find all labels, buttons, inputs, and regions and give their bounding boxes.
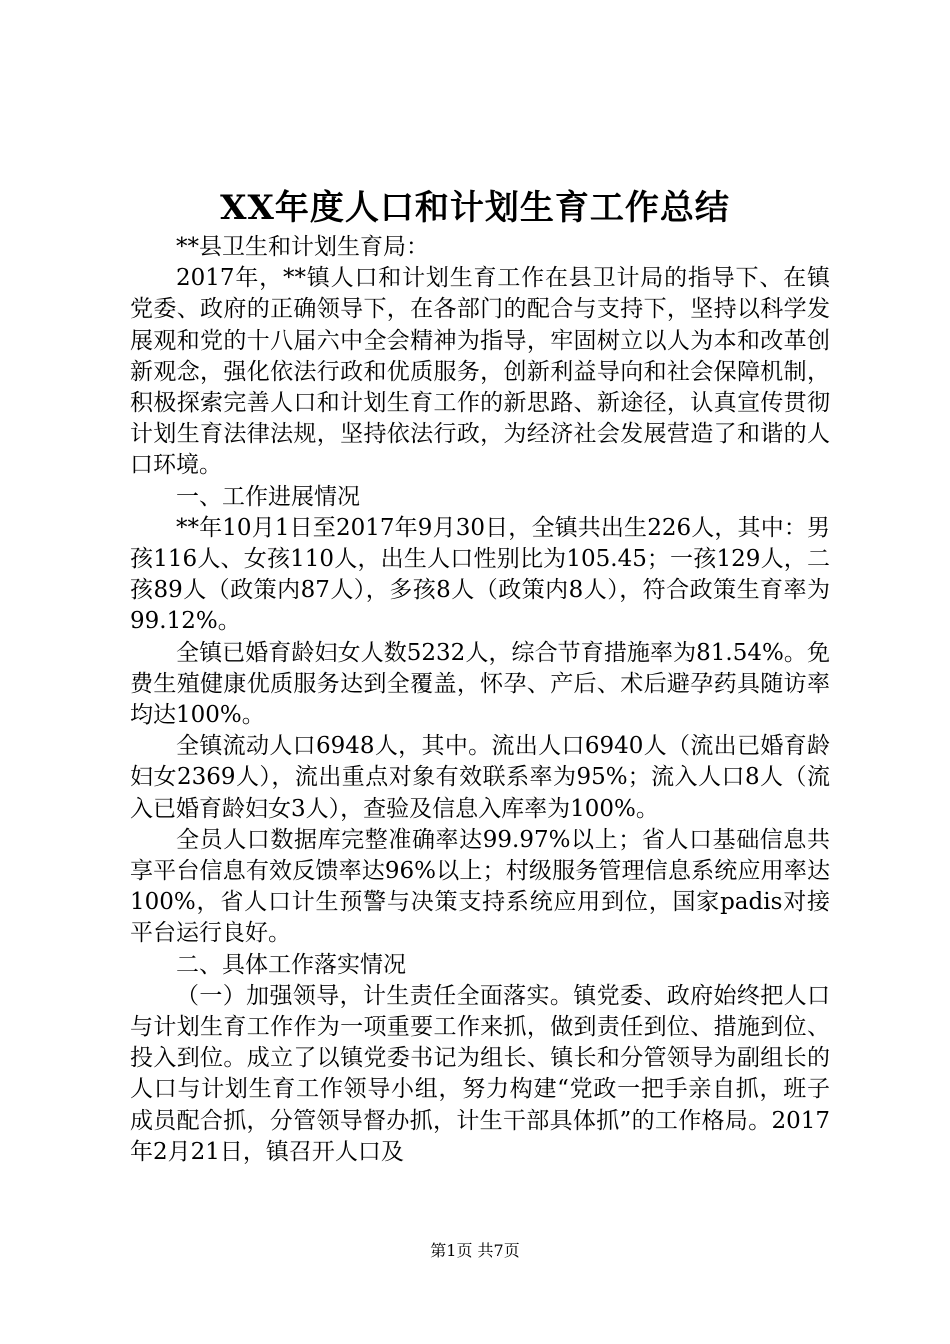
database-paragraph: 全员人口数据库完整准确率达99.97%以上；省人口基础信息共享平台信息有效反馈率达96%以上；村级服务管理信息系统应用率达100%，省人口计生预警与决策支持系统应用到位，国家padis对接平台运行良好。 (130, 826, 830, 947)
document-body (130, 232, 830, 1168)
section-heading-progress: 一、工作进展情况 (176, 483, 360, 510)
intro-paragraph: 2017年，**镇人口和计划生育工作在县卫计局的指导下、在镇党委、政府的正确领导下，在各部门的配合与支持下，坚持以科学发展观和党的十八届六中全会精神为指导，牢固树立以人为本和改革创新观念，强化依法行政和优质服务，创新利益导向和社会保障机制，积极探索完善人口和计划生育工作的新思路、新途径，认真宣传贯彻计划生育法律法规，坚持依法行政，为经济社会发展营造了和谐的人口环境。 (130, 265, 830, 479)
document-title: XX年度人口和计划生育工作总结 (220, 188, 730, 228)
floating-population-paragraph: 全镇流动人口6948人，其中。流出人口6940人（流出已婚育龄妇女2369人），流出重点对象有效联系率为95%；流入人口8人（流入已婚育龄妇女3人），查验及信息入库率为100%。 (130, 733, 830, 822)
page-footer: 第1页 共7页 (430, 1241, 520, 1260)
births-paragraph: **年10月1日至2017年9月30日，全镇共出生226人，其中：男孩116人、女孩110人，出生人口性别比为105.45；一孩129人，二孩89人（政策内87人），多孩8人（政策内8人），符合政策生育率为99.12%。 (130, 514, 830, 635)
women-paragraph: 全镇已婚育龄妇女人数5232人，综合节育措施率为81.54%。免费生殖健康优质服务达到全覆盖，怀孕、产后、术后避孕药具随访率均达100%。 (130, 639, 830, 729)
leadership-paragraph: （一）加强领导，计生责任全面落实。镇党委、政府始终把人口与计划生育工作作为一项重要工作来抓，做到责任到位、措施到位、投入到位。成立了以镇党委书记为组长、镇长和分管领导为副组长的人口与计划生育工作领导小组，努力构建“党政一把手亲自抓，班子成员配合抓，分管领导督办抓，计生干部具体抓”的工作格局。2017年2月21日，镇召开人口及 (130, 982, 830, 1165)
section-heading-implementation: 二、具体工作落实情况 (176, 951, 406, 978)
salutation-paragraph: **县卫生和计划生育局： (176, 234, 429, 260)
